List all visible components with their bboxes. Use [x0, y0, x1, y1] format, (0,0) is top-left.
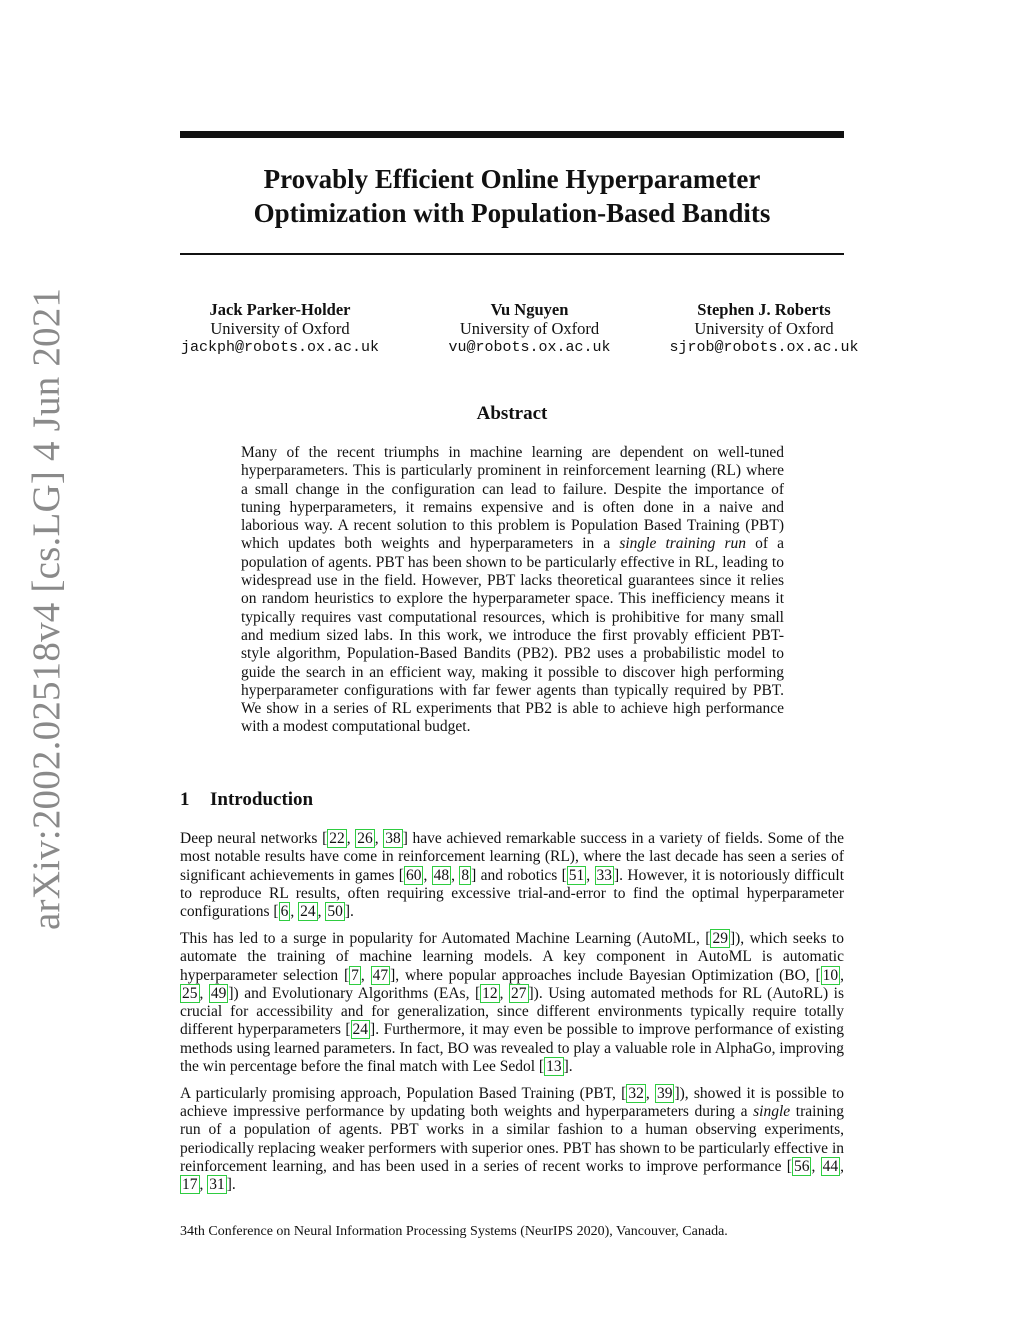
separator: ,	[499, 984, 509, 1002]
separator: ,	[423, 866, 432, 884]
citation-link[interactable]: 60	[405, 866, 422, 884]
separator: ,	[645, 1084, 655, 1102]
abstract-part-2: of a population of agents. PBT has been shown to be particularly effective in RL, leading to widespread use in the field. However, PBT lacks theoretical guarantees since it relies on random heuristics to explore the hyperparameter space. This inefficiency means it typically requires vast computational resources, which is prohibitive for many small and medium sized labs. In this work, we introduce the first provably efficient PBT-style algorithm, Population-Based Bandits (PB2). PB2 uses a probabilistic model to guide the search in an efficient way, making it possible to discover high performing hyperparameter configurations with far fewer agents than typically required by PBT. We show in a series of RL experiments that PB2 is able to achieve high performance with a modest computational budget.	[241, 535, 784, 736]
separator: ,	[360, 966, 371, 984]
text-run: training run of a population of agents. PBT works in a similar fashion to a human observing experiments, periodically replacing weaker performers with superior ones. PBT has shown to be particularly effective in reinforcement learning, and has been used in a series of recent works to improve performance [	[180, 1103, 845, 1176]
text-run: ].	[344, 903, 354, 921]
section-title: Introduction	[210, 789, 314, 810]
text-run: ]), which seeks to automate the training of machine learning models. A key component in AutoML is automatic hyperparameter selection [	[180, 929, 844, 984]
separator: ,	[451, 866, 460, 884]
title-line-2: Optimization with Population-Based Bandits	[253, 198, 771, 228]
intro-paragraph-3	[180, 1085, 844, 1195]
author-name: Stephen J. Roberts	[697, 300, 831, 319]
section-heading-introduction	[180, 789, 313, 811]
text-run: A particularly promising approach, Population Based Training (PBT, [	[180, 1084, 627, 1102]
text-run: ]. Furthermore, it may even be possible to improve performance of existing methods using learned parameters. In fact, BO was revealed to play a valuable role in AlphaGo, improving the win percentage before the final match with Lee Sedol [	[180, 1021, 844, 1076]
citation-link[interactable]: 17	[182, 1176, 198, 1194]
abstract-emphasis: single training run	[619, 535, 747, 553]
text-run: This has led to a surge in popularity for Automated Machine Learning (AutoML, [	[180, 929, 711, 947]
arxiv-identifier: arXiv:2002.02518v4 [cs.LG] 4 Jun 2021	[25, 287, 68, 930]
text-run: ] have achieved remarkable success in a variety of fields. Some of the most notable results have come in reinforcement learning (RL), where the last decade has seen a series of significant achievements in games [	[180, 830, 844, 884]
author-2	[430, 300, 630, 357]
citation-link[interactable]: 6	[280, 903, 289, 921]
intro-paragraph-1	[180, 830, 844, 921]
separator: ,	[199, 984, 209, 1002]
citation-link[interactable]: 44	[822, 1158, 839, 1176]
abstract-heading: Abstract	[476, 403, 548, 424]
conference-footnote: 34th Conference on Neural Information Processing Systems (NeurIPS 2020), Vancouver, Canada.	[180, 1224, 728, 1239]
title-line-1: Provably Efficient Online Hyperparameter	[263, 164, 761, 194]
separator: ,	[346, 830, 356, 847]
citation-link[interactable]: 47	[372, 966, 389, 984]
separator: ,	[811, 1158, 821, 1176]
citation-link[interactable]: 48	[433, 866, 450, 884]
citation-link[interactable]: 49	[210, 984, 227, 1002]
title-bottom-rule	[180, 253, 844, 255]
author-1	[155, 300, 405, 357]
text-run: ]. However, it is notoriously difficult to reproduce RL results, often requiring excessive trial-and-error to find the optimal hyperparameter configurations [	[180, 866, 845, 921]
separator: ,	[290, 903, 299, 921]
introduction-body	[180, 830, 844, 1203]
text-run: ] and robotics [	[471, 866, 567, 884]
text-run: ].	[563, 1058, 573, 1076]
text-run: ]) and Evolutionary Algorithms (EAs, [	[228, 984, 481, 1002]
citation-link[interactable]: 29	[712, 929, 728, 947]
text-run: ]), showed it is possible to achieve impressive performance by updating both weights and hyperparameters during a	[180, 1084, 845, 1121]
separator: ,	[586, 866, 595, 884]
citation-link[interactable]: 32	[628, 1084, 644, 1102]
citation-link[interactable]: 26	[357, 830, 373, 847]
citation-link[interactable]: 22	[329, 830, 345, 847]
separator: ,	[840, 1158, 845, 1176]
citation-link[interactable]: 56	[793, 1158, 810, 1176]
separator: ,	[374, 830, 384, 847]
separator: ,	[840, 966, 845, 984]
section-number: 1	[180, 789, 190, 810]
title-top-rule	[180, 131, 844, 138]
citation-link[interactable]: 8	[461, 866, 470, 884]
citation-link[interactable]: 12	[482, 984, 498, 1002]
citation-link[interactable]: 24	[300, 903, 316, 921]
abstract-text	[241, 444, 784, 737]
citation-link[interactable]: 13	[546, 1058, 562, 1076]
citation-link[interactable]: 31	[209, 1176, 225, 1194]
author-affiliation: University of Oxford	[210, 319, 350, 338]
author-email[interactable]: vu@robots.ox.ac.uk	[448, 339, 611, 356]
abstract-part-1: Many of the recent triumphs in machine learning are dependent on well-tuned hyperparameters. This is particularly prominent in reinforcement learning (RL) where a small change in the configuration can lead to failure. Despite the importance of tuning hyperparameters, it remains expensive and is often done in a naive and laborious way. A recent solution to this problem is Population Based Training (PBT) which updates both weights and hyperparameters in a	[241, 444, 784, 553]
paper-title	[180, 162, 844, 230]
author-email[interactable]: sjrob@robots.ox.ac.uk	[669, 339, 859, 356]
author-block	[180, 300, 859, 357]
intro-paragraph-2	[180, 930, 844, 1076]
citation-link[interactable]: 25	[182, 984, 198, 1002]
separator: ,	[199, 1176, 208, 1194]
text-run: ].	[226, 1176, 236, 1194]
separator: ,	[317, 903, 326, 921]
author-affiliation: University of Oxford	[459, 319, 600, 338]
author-email[interactable]: jackph@robots.ox.ac.uk	[180, 339, 380, 356]
citation-link[interactable]: 50	[327, 903, 343, 921]
citation-link[interactable]: 38	[385, 830, 401, 847]
citation-link[interactable]: 33	[596, 866, 613, 884]
author-3	[654, 300, 874, 357]
text-run: ], where popular approaches include Bayesian Optimization (BO, [	[390, 966, 821, 984]
text-run: ]). Using automated methods for RL (AutoRL) is crucial for accessibility and for generalization, since different environments typically require totally different hyperparameters [	[180, 984, 845, 1039]
emphasis-text: single	[753, 1103, 791, 1121]
author-name: Vu Nguyen	[490, 300, 569, 319]
author-affiliation: University of Oxford	[694, 319, 834, 338]
citation-link[interactable]: 10	[822, 966, 839, 984]
citation-link[interactable]: 7	[351, 966, 359, 984]
citation-link[interactable]: 39	[656, 1084, 673, 1102]
text-run: Deep neural networks [	[180, 830, 328, 847]
citation-link[interactable]: 24	[352, 1021, 369, 1039]
citation-link[interactable]: 51	[568, 866, 585, 884]
citation-link[interactable]: 27	[511, 984, 527, 1002]
author-name: Jack Parker-Holder	[209, 300, 351, 319]
